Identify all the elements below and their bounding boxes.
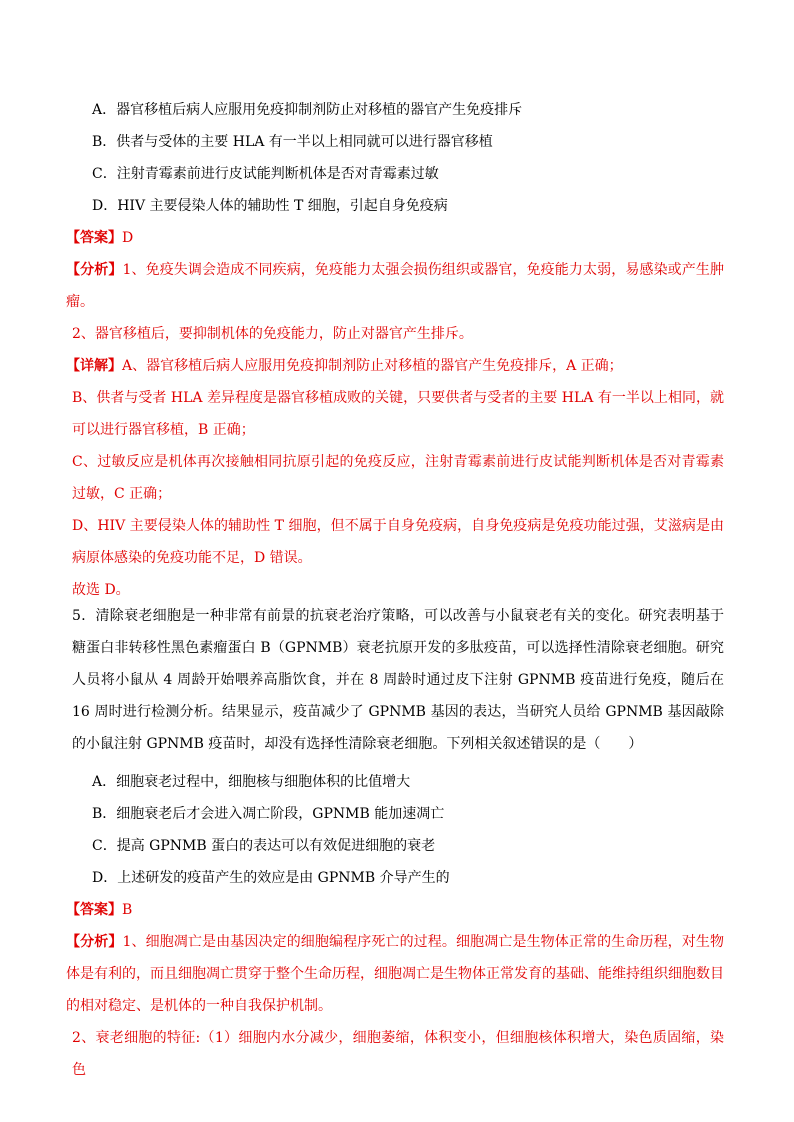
q5-option-c: C．提高 GPNMB 蛋白的表达可以有效促进细胞的衰老 (92, 838, 436, 854)
answer-tag: 【答案】 (66, 902, 122, 918)
q4-detail-a (66, 356, 623, 376)
q5-analysis-1 (66, 926, 724, 1022)
q4-detail-d: D、HIV 主要侵染人体的辅助性 T 细胞，但不属于自身免疫病，自身免疫病是免疫功能过强，艾滋病是由病原体感染的免疫功能不足，D 错误。 (72, 518, 724, 566)
q4-conclusion: 故选 D。 (72, 582, 130, 598)
detail-a-text: A、器官移植后病人应服用免疫抑制剂防止对移植的器官产生免疫排斥，A 正确； (122, 358, 623, 374)
q4-answer (66, 228, 133, 248)
analysis-tag: 【分析】 (66, 934, 123, 950)
q4-option-a: A．器官移植后病人应服用免疫抑制剂防止对移植的器官产生免疫排斥 (92, 102, 523, 118)
detail-tag: 【详解】 (66, 358, 122, 374)
analysis-tag: 【分析】 (66, 262, 123, 278)
q5-option-b: B．细胞衰老后才会进入凋亡阶段，GPNMB 能加速凋亡 (92, 806, 445, 822)
q4-detail-c: C、过敏反应是机体再次接触相同抗原引起的免疫反应，注射青霉素前进行皮试能判断机体是否对青霉素过敏，C 正确； (72, 454, 724, 502)
answer-value: B (122, 902, 133, 918)
analysis-text: 1、细胞凋亡是由基因决定的细胞编程序死亡的过程。细胞凋亡是生物体正常的生命历程，对生物体是有利的，而且细胞凋亡贯穿于整个生命历程，细胞凋亡是生物体正常发育的基础、能维持组织细胞数目的相对稳定、是机体的一种自我保护机制。 (66, 934, 725, 1014)
analysis-text: 1、免疫失调会造成不同疾病，免疫能力太强会损伤组织或器官，免疫能力太弱，易感染或产生肿瘤。 (66, 262, 725, 310)
q4-analysis-2: 2、器官移植后，要抑制机体的免疫能力，防止对器官产生排斥。 (72, 326, 473, 342)
q5-option-d: D．上述研发的疫苗产生的效应是由 GPNMB 介导产生的 (92, 870, 450, 886)
q5-analysis-2: 2、衰老细胞的特征:（1）细胞内水分减少，细胞萎缩，体积变小，但细胞核体积增大，染色质固缩，染色 (72, 1030, 724, 1078)
answer-value: D (122, 230, 134, 246)
q4-option-c: C．注射青霉素前进行皮试能判断机体是否对青霉素过敏 (92, 166, 439, 182)
q4-detail-b: B、供者与受者 HLA 差异程度是器官移植成败的关键，只要供者与受者的主要 HLA 有一半以上相同，就可以进行器官移植，B 正确； (72, 390, 724, 438)
answer-tag: 【答案】 (66, 230, 122, 246)
q5-answer (66, 900, 132, 920)
q4-option-d: D．HIV 主要侵染人体的辅助性 T 细胞，引起自身免疫病 (92, 198, 448, 214)
q4-option-b: B．供者与受体的主要 HLA 有一半以上相同就可以进行器官移植 (92, 134, 493, 150)
q5-stem: 5．清除衰老细胞是一种非常有前景的抗衰老治疗策略，可以改善与小鼠衰老有关的变化。研究表明基于糖蛋白非转移性黑色素瘤蛋白 B（GPNMB）衰老抗原开发的多肽疫苗，可以选择性清除衰老细胞。研究人员将小鼠从 4 周龄开始喂养高脂饮食，并在 8 周龄时通过皮下注射 GPNMB 疫苗进行免疫，随后在 16 周时进行检测分析。结果显示，疫苗减少了 GPNMB 基因的表达，当研究人员给 GPNMB 基因敲除的小鼠注射 GPNMB 疫苗时，却没有选择性清除衰老细胞。下列相关叙述错误的是（ ） (72, 608, 724, 752)
q5-option-a: A．细胞衰老过程中，细胞核与细胞体积的比值增大 (92, 774, 411, 790)
q4-analysis-1 (66, 254, 724, 318)
